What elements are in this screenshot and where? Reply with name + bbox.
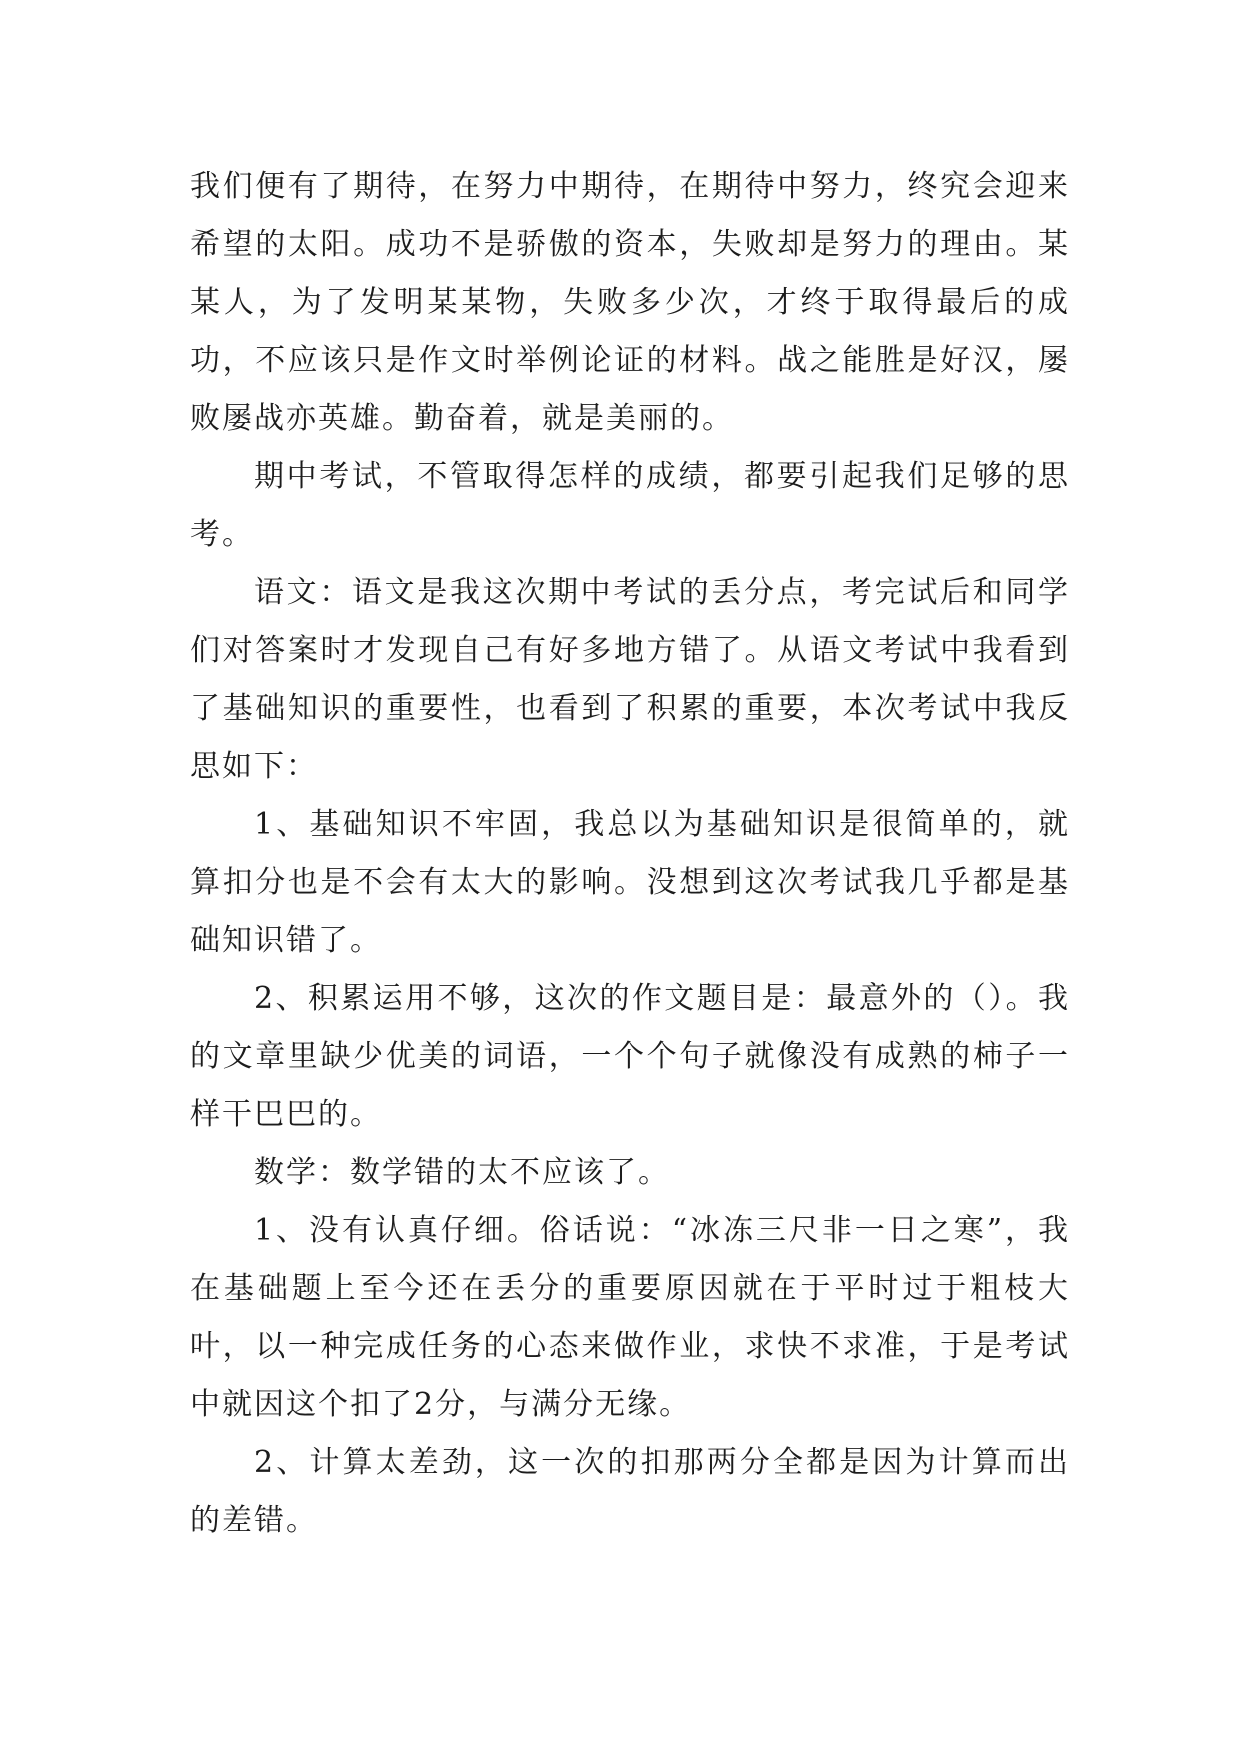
paragraph-math-point-2: 2、计算太差劲，这一次的扣那两分全都是因为计算而出的差错。 xyxy=(190,1445,1070,1538)
paragraph-math-point-1: 1、没有认真仔细。俗话说：“冰冻三尺非一日之寒”，我在基础题上至今还在丢分的重要原因就在于平时过于粗枝大叶，以一种完成任务的心态来做作业，求快不求准，于是考试中就因这个扣了2分，与满分无缘。 xyxy=(190,1213,1070,1422)
paragraph-chinese-point-2: 2、积累运用不够，这次的作文题目是：最意外的（）。我的文章里缺少优美的词语，一个个句子就像没有成熟的柿子一样干巴巴的。 xyxy=(190,981,1070,1132)
document-body xyxy=(190,158,1070,1550)
paragraph-hope: 我们便有了期待，在努力中期待，在期待中努力，终究会迎来希望的太阳。成功不是骄傲的资本，失败却是努力的理由。某某人，为了发明某某物，失败多少次，才终于取得最后的成功，不应该只是作文时举例论证的材料。战之能胜是好汉，屡败屡战亦英雄。勤奋着，就是美丽的。 xyxy=(190,169,1070,436)
paragraph-chinese-point-1: 1、基础知识不牢固，我总以为基础知识是很简单的，就算扣分也是不会有太大的影响。没想到这次考试我几乎都是基础知识错了。 xyxy=(190,807,1070,958)
paragraph-midterm-reflection: 期中考试，不管取得怎样的成绩，都要引起我们足够的思考。 xyxy=(190,459,1070,552)
paragraph-math-intro: 数学：数学错的太不应该了。 xyxy=(254,1155,670,1190)
paragraph-chinese-intro: 语文：语文是我这次期中考试的丢分点，考完试后和同学们对答案时才发现自己有好多地方错了。从语文考试中我看到了基础知识的重要性，也看到了积累的重要，本次考试中我反思如下： xyxy=(190,575,1070,784)
